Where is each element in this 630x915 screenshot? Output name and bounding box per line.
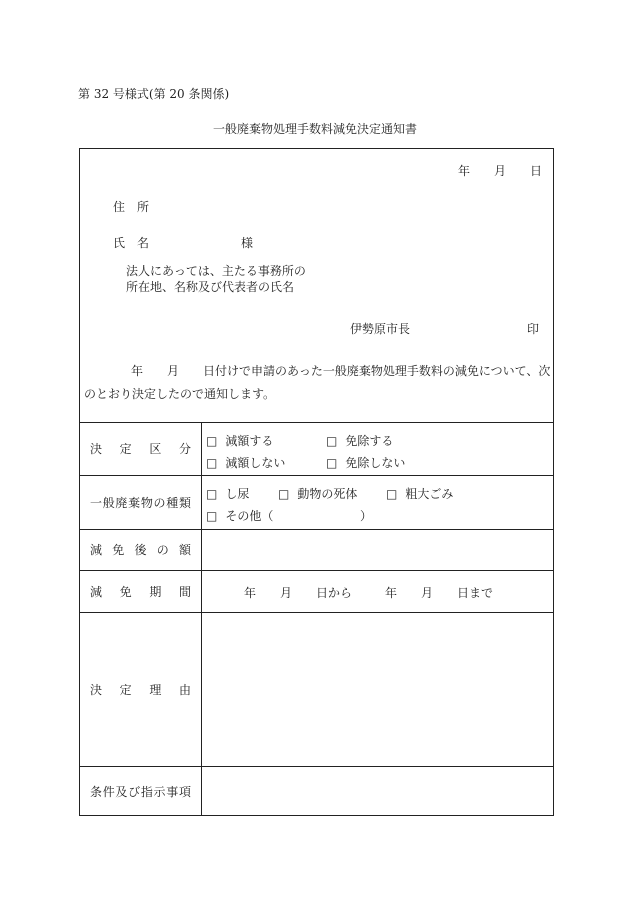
- decision-label: 決 定 区 分: [90, 442, 191, 456]
- conditions-label: 条件及び指示事項: [90, 784, 191, 799]
- checkbox-icon: □: [206, 487, 218, 501]
- checkbox-icon: □: [278, 487, 290, 501]
- mayor-title: 伊勢原市長: [350, 322, 411, 336]
- form-title: 一般廃棄物処理手数料減免決定通知書: [212, 122, 417, 136]
- date-year: 年: [458, 164, 471, 178]
- date-day: 日: [530, 164, 543, 178]
- checkbox-icon: □: [206, 434, 218, 448]
- body-month: 月: [167, 364, 180, 378]
- waste-option-animal-carcass[interactable]: □ 動物の死体: [278, 487, 358, 501]
- waste-option-bulky[interactable]: □ 粗大ごみ: [386, 487, 454, 501]
- waste-other-close: ）: [360, 509, 373, 523]
- honorific: 様: [241, 236, 254, 250]
- decision-option-not-reduce[interactable]: □ 減額しない: [206, 456, 286, 470]
- checkbox-icon: □: [326, 434, 338, 448]
- body-text-line1: 日付けで申請のあった一般廃棄物処理手数料の減免について、次: [203, 364, 551, 378]
- column-divider: [201, 422, 202, 816]
- name-label: 氏 名: [113, 236, 150, 250]
- waste-option-night-soil[interactable]: □ し尿: [206, 487, 250, 501]
- period-to: 日まで: [457, 586, 494, 600]
- checkbox-icon: □: [386, 487, 398, 501]
- corporate-note-line2: 所在地、名称及び代表者の氏名: [126, 280, 295, 294]
- decision-option-not-exempt[interactable]: □ 免除しない: [326, 456, 406, 470]
- decision-option-exempt[interactable]: □ 免除する: [326, 434, 394, 448]
- checkbox-icon: □: [206, 509, 218, 523]
- period-from: 日から: [316, 586, 353, 600]
- date-month: 月: [494, 164, 507, 178]
- period-year-to: 年: [385, 586, 398, 600]
- corporate-note-line1: 法人にあっては、主たる事務所の: [126, 264, 306, 278]
- checkbox-icon: □: [206, 456, 218, 470]
- checkbox-icon: □: [326, 456, 338, 470]
- form-number: 第 32 号様式(第 20 条関係): [78, 87, 230, 101]
- amount-label: 減 免 後 の 額: [90, 543, 191, 557]
- reason-label: 決 定 理 由: [90, 682, 191, 697]
- decision-option-reduce[interactable]: □ 減額する: [206, 434, 274, 448]
- waste-type-label: 一般廃棄物の種類: [90, 495, 191, 510]
- period-month-to: 月: [421, 586, 434, 600]
- body-text-line2: のとおり決定したので通知します。: [84, 387, 276, 401]
- period-month-from: 月: [280, 586, 293, 600]
- waste-option-other[interactable]: □ その他（: [206, 509, 274, 523]
- address-label: 住 所: [113, 200, 150, 214]
- body-year: 年: [131, 364, 144, 378]
- form-box: [79, 148, 554, 816]
- period-year-from: 年: [244, 586, 257, 600]
- seal-mark: 印: [527, 322, 540, 336]
- period-label: 減 免 期 間: [90, 584, 191, 599]
